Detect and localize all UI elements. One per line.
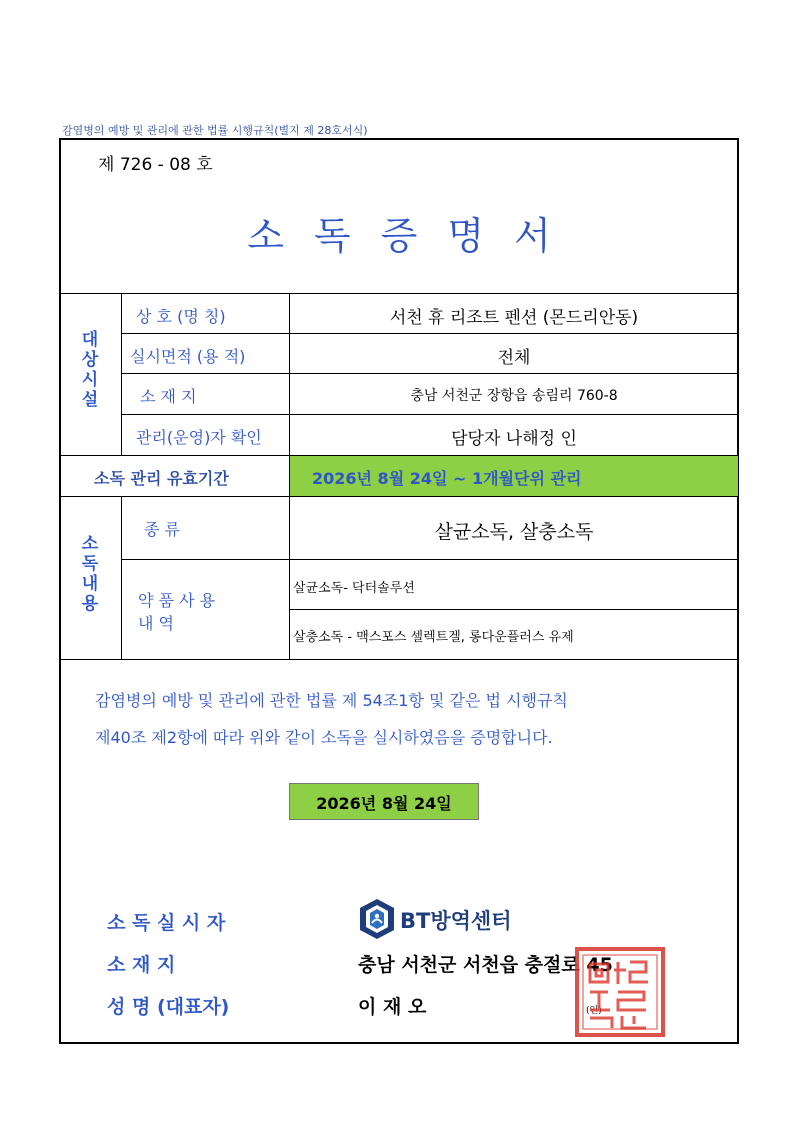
divider-row-1 bbox=[121, 333, 738, 334]
drug-item-insecticide: 살충소독 - 맥스포스 셀렉트겔, 롱다운플러스 유제 bbox=[293, 630, 574, 645]
divider-drug-row bbox=[289, 609, 738, 610]
label-area: 실시면적 (용 적) bbox=[130, 347, 246, 366]
seal-mark: (인) bbox=[586, 1006, 602, 1016]
divider-top bbox=[60, 293, 738, 294]
label-location: 소 재 지 bbox=[140, 387, 197, 406]
value-area: 전체 bbox=[497, 348, 531, 368]
label-business-name: 상 호 (명 칭) bbox=[136, 307, 226, 326]
label-validity: 소독 관리 유효기간 bbox=[94, 469, 229, 488]
divider-section-2 bbox=[60, 496, 738, 497]
drug-item-sterilize: 살균소독- 닥터솔루션 bbox=[293, 581, 415, 596]
company-name: BT방역센터 bbox=[400, 909, 512, 933]
company-seal-icon bbox=[574, 946, 666, 1038]
label-type: 종 류 bbox=[144, 520, 180, 539]
target-side-label: 대 상 시 설 bbox=[81, 330, 99, 410]
content-side-label: 소 독 내 용 bbox=[81, 534, 99, 614]
label-representative: 성 명 (대표자) bbox=[107, 996, 230, 1018]
document-number: 제 726 - 08 호 bbox=[98, 155, 213, 175]
form-reference-note: 감염병의 예방 및 관리에 관한 법률 시행규칙(별지 제 28호서식) bbox=[62, 124, 368, 137]
value-validity: 2026년 8월 24일 ~ 1개월단위 관리 bbox=[312, 469, 582, 488]
value-location: 충남 서천군 장항읍 송림리 760-8 bbox=[410, 388, 618, 404]
divider-row-2 bbox=[121, 373, 738, 374]
representative-name: 이 재 오 bbox=[358, 996, 427, 1018]
issue-date: 2026년 8월 24일 bbox=[316, 794, 452, 813]
divider-side-2 bbox=[121, 496, 122, 659]
value-type: 살균소독, 살충소독 bbox=[434, 521, 594, 543]
label-company-address: 소 재 지 bbox=[107, 954, 176, 976]
divider-row-3 bbox=[121, 414, 738, 415]
statement-line-2: 제40조 제2항에 따라 위와 같이 소독을 실시하였음을 증명합니다. bbox=[95, 728, 553, 747]
page-title: 소독증명서 bbox=[247, 214, 581, 258]
divider-row-type bbox=[121, 559, 738, 560]
shield-logo-icon bbox=[358, 898, 396, 940]
statement-line-1: 감염병의 예방 및 관리에 관한 법률 제 54조1항 및 같은 법 시행규칙 bbox=[95, 691, 568, 710]
divider-section-3 bbox=[60, 659, 738, 660]
value-manager: 담당자 나해정 인 bbox=[451, 429, 577, 449]
label-manager: 관리(운영)자 확인 bbox=[136, 428, 262, 447]
label-drug-usage-1: 약 품 사 용 bbox=[138, 591, 216, 610]
value-business-name: 서천 휴 리조트 펜션 (몬드리안동) bbox=[389, 308, 639, 328]
divider-side-1 bbox=[121, 293, 122, 455]
label-drug-usage-2: 내 역 bbox=[138, 614, 174, 633]
label-implementer: 소 독 실 시 자 bbox=[107, 912, 226, 934]
company-address: 충남 서천군 서천읍 충절로 45 bbox=[358, 954, 613, 976]
